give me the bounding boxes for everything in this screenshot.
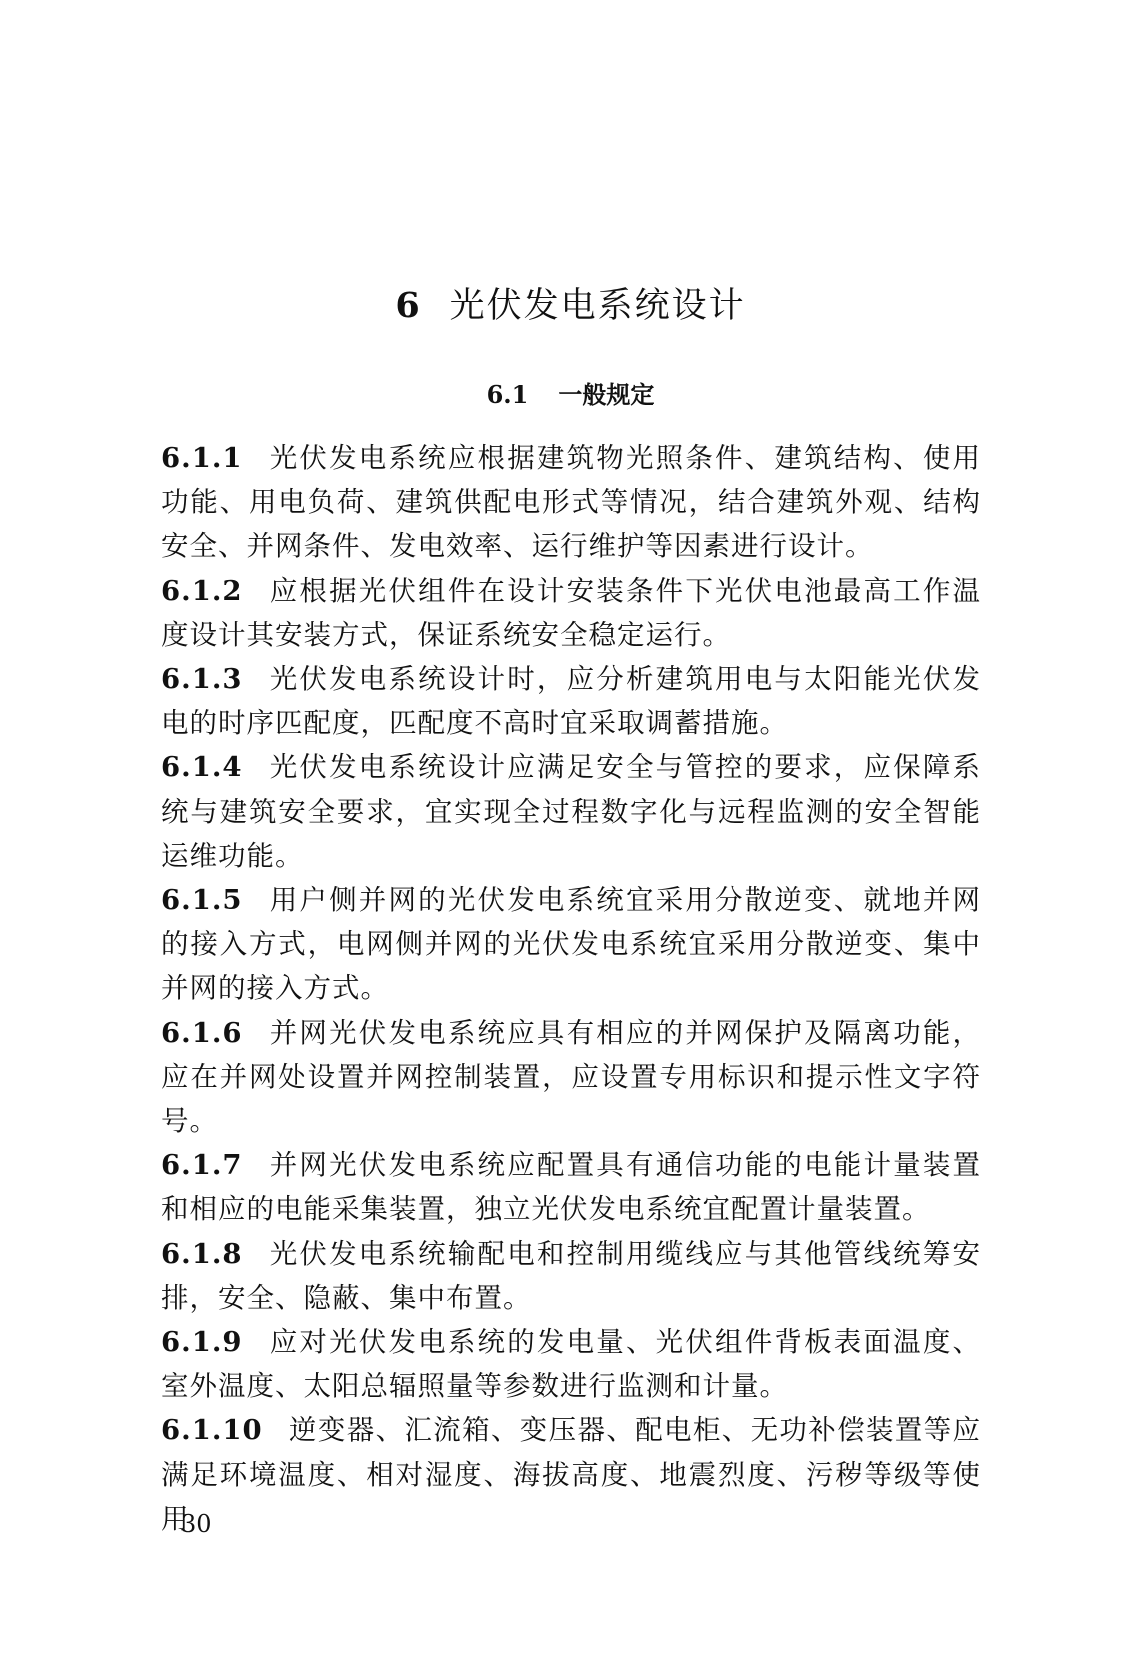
clause-number: 6.1.6 bbox=[161, 1016, 243, 1049]
clause-text: 应根据光伏组件在设计安装条件下光伏电池最高工作温度设计其安装方式，保证系统安全稳定运行。 bbox=[161, 574, 981, 651]
clause-number: 6.1.5 bbox=[161, 884, 243, 917]
clause-number: 6.1.2 bbox=[161, 574, 243, 607]
chapter-title bbox=[0, 278, 1141, 328]
clause-text: 光伏发电系统设计应满足安全与管控的要求，应保障系统与建筑安全要求，宜实现全过程数字化与远程监测的安全智能运维功能。 bbox=[161, 751, 981, 872]
clause bbox=[161, 1143, 981, 1231]
clause bbox=[161, 1011, 981, 1144]
clause bbox=[161, 878, 981, 1011]
clause bbox=[161, 1232, 981, 1320]
clause bbox=[161, 436, 981, 569]
clause-list bbox=[161, 436, 981, 1541]
clause bbox=[161, 657, 981, 745]
clause-number: 6.1.10 bbox=[161, 1414, 263, 1447]
clause-text: 应对光伏发电系统的发电量、光伏组件背板表面温度、室外温度、太阳总辐照量等参数进行监测和计量。 bbox=[161, 1326, 981, 1403]
clause-text: 并网光伏发电系统应配置具有通信功能的电能计量装置和相应的电能采集装置，独立光伏发电系统宜配置计量装置。 bbox=[161, 1149, 981, 1226]
chapter-title-text: 光伏发电系统设计 bbox=[449, 286, 746, 326]
clause-text: 逆变器、汇流箱、变压器、配电柜、无功补偿装置等应满足环境温度、相对湿度、海拔高度、地震烈度、污秽等级等使用 bbox=[161, 1414, 981, 1535]
clause-text: 光伏发电系统设计时，应分析建筑用电与太阳能光伏发电的时序匹配度，匹配度不高时宜采取调蓄措施。 bbox=[161, 663, 981, 740]
clause-number: 6.1.4 bbox=[161, 751, 243, 784]
clause bbox=[161, 745, 981, 878]
clause-number: 6.1.8 bbox=[161, 1237, 243, 1270]
clause-number: 6.1.7 bbox=[161, 1149, 243, 1182]
clause-text: 用户侧并网的光伏发电系统宜采用分散逆变、就地并网的接入方式，电网侧并网的光伏发电系统宜采用分散逆变、集中并网的接入方式。 bbox=[161, 884, 981, 1005]
clause-text: 光伏发电系统应根据建筑物光照条件、建筑结构、使用功能、用电负荷、建筑供配电形式等情况，结合建筑外观、结构安全、并网条件、发电效率、运行维护等因素进行设计。 bbox=[161, 442, 981, 563]
clause bbox=[161, 1320, 981, 1408]
clause-number: 6.1.3 bbox=[161, 663, 243, 696]
clause-text: 并网光伏发电系统应具有相应的并网保护及隔离功能，应在并网处设置并网控制装置，应设置专用标识和提示性文字符号。 bbox=[161, 1016, 981, 1138]
clause-text: 光伏发电系统输配电和控制用缆线应与其他管线统筹安排，安全、隐蔽、集中布置。 bbox=[161, 1237, 981, 1314]
section-title-text: 一般规定 bbox=[558, 381, 655, 409]
chapter-number: 6 bbox=[395, 285, 422, 326]
section-title bbox=[0, 375, 1141, 410]
clause bbox=[161, 569, 981, 657]
section-number: 6.1 bbox=[486, 380, 529, 409]
clause-number: 6.1.9 bbox=[161, 1326, 243, 1359]
clause-number: 6.1.1 bbox=[161, 442, 243, 474]
page-number: 30 bbox=[181, 1510, 212, 1538]
clause bbox=[161, 1408, 981, 1541]
